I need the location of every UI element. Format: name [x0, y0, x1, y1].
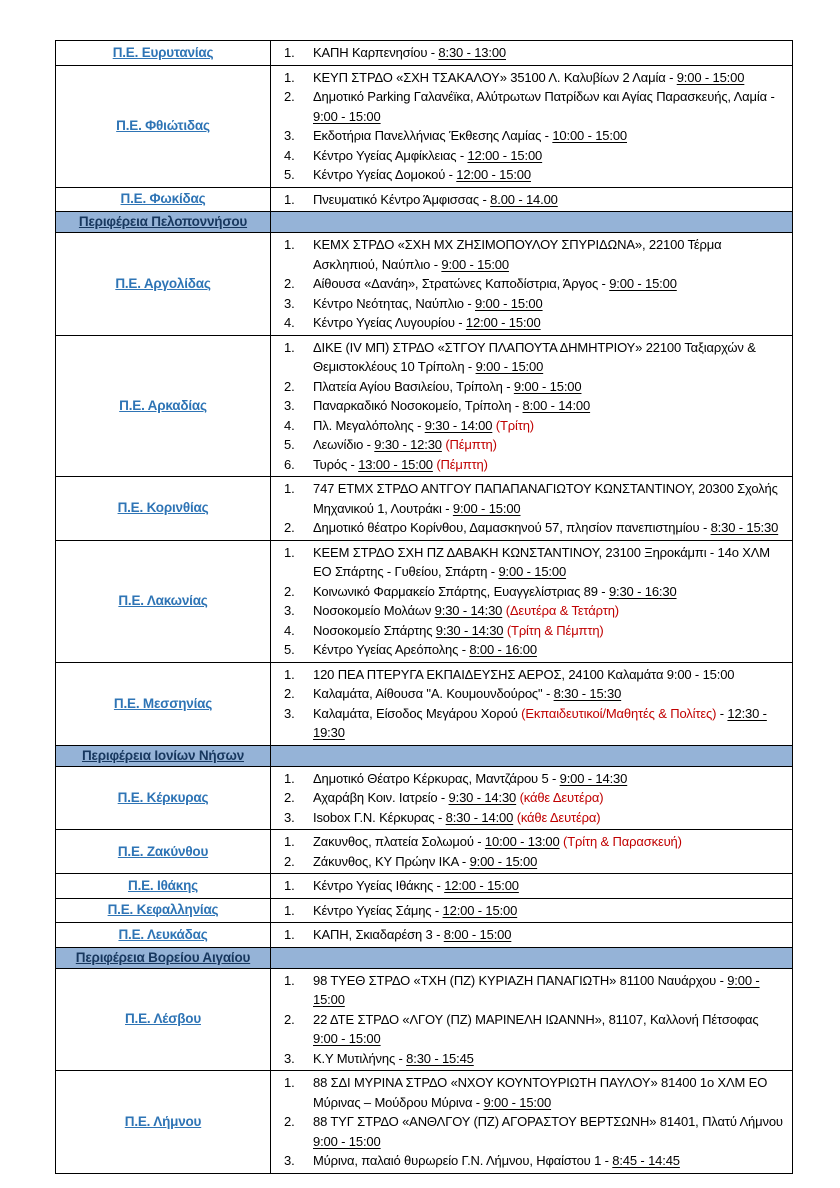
region-section-header-cell [56, 947, 271, 968]
schedule-item [271, 852, 786, 872]
schedule-item [271, 455, 786, 475]
item-location-text: Δημοτικό Θέατρο Κέρκυρας, Μαντζάρου 5 - [313, 770, 560, 786]
item-location-text: Καλαμάτα, Αίθουσα "Α. Κουμουνδούρος" - [313, 686, 554, 701]
unit-label: Π.Ε. Λευκάδας [118, 926, 208, 942]
schedule-item [271, 435, 786, 455]
region-section-header-cell [56, 212, 271, 233]
schedule-item [271, 43, 786, 63]
item-number: 4. [284, 315, 295, 330]
unit-row [56, 335, 793, 477]
schedule-item [271, 396, 786, 416]
item-hours: 9:30 - 12:30 [374, 437, 442, 452]
unit-label-cell [56, 766, 271, 830]
schedule-item [271, 808, 786, 828]
item-number: 3. [284, 1050, 295, 1066]
item-location-text: ΚΕΥΠ ΣΤΡΔΟ «ΣΧΗ ΤΣΑΚΑΛΟΥ» 35100 Λ. Καλυβίων 2 Λαμία - [313, 69, 677, 85]
item-hours: 8.00 - 14.00 [490, 191, 558, 207]
region-section-spacer-cell [271, 745, 793, 766]
schedule-item [271, 190, 786, 210]
region-section-label: Περιφέρεια Πελοποννήσου [78, 214, 248, 229]
item-location-text: 120 ΠΕΑ ΠΤΕΡΥΓΑ ΕΚΠΑΙΔΕΥΣΗΣ ΑΕΡΟΣ, 24100 Καλαμάτα 9:00 - 15:00 [313, 666, 735, 682]
item-location-text: Εκδοτήρια Πανελλήνιας Έκθεσης Λαμίας - [313, 128, 553, 143]
item-hours: 8:30 - 15:45 [406, 1050, 474, 1066]
item-hours: 8:30 - 15:30 [710, 520, 779, 535]
schedule-item [271, 769, 786, 789]
item-location-text: Νοσοκομείο Μολάων [313, 603, 435, 618]
schedule-item [271, 1049, 786, 1069]
item-location-text: Τυρός - [313, 456, 359, 472]
item-hours: 9:00 - 15:00 [475, 295, 543, 311]
item-location-text: Κέντρο Υγείας Αρεόπολης - [313, 642, 470, 657]
schedule-item [271, 971, 786, 1010]
item-number: 4. [284, 417, 295, 433]
schedule-item [271, 518, 786, 538]
unit-row [56, 662, 793, 745]
item-location-text: - [716, 705, 728, 721]
item-location-text: Πνευματικό Κέντρο Άμφισσας - [313, 191, 491, 207]
schedule-item [271, 274, 786, 294]
schedule-item [271, 235, 786, 274]
item-hours: 9:00 - 15:00 [469, 853, 538, 869]
schedule-item [271, 479, 786, 518]
item-hours: 9:00 - 15:00 [313, 972, 760, 1007]
item-number: 2. [284, 378, 295, 394]
item-location-text: ΚΑΠΗ, Σκιαδαρέση 3 - [313, 927, 444, 942]
item-hours: 12:00 - 15:00 [442, 902, 518, 918]
item-hours: 10:00 - 15:00 [552, 128, 627, 143]
schedule-item [271, 901, 786, 921]
item-hours: 8:00 - 14:00 [522, 398, 591, 413]
schedule-item [271, 416, 786, 436]
schedule-item [271, 601, 786, 621]
item-location-text: ΚΕΜΧ ΣΤΡΔΟ «ΣΧΗ ΜΧ ΖΗΣΙΜΟΠΟΥΛΟΥ ΣΠΥΡΙΔΩΝΑ», 22100 Τέρμα Ασκληπιού, Ναύπλιο - [313, 237, 722, 272]
item-number: 1. [284, 666, 295, 682]
item-hours: 8:00 - 15:00 [443, 927, 512, 942]
item-location-text: 98 ΤΥΕΘ ΣΤΡΔΟ «ΤΧΗ (ΠΖ) ΚΥΡΙΑΖΗ ΠΑΝΑΓΙΩΤΗ» 81100 Ναυάρχου - [313, 972, 728, 988]
item-number: 6. [284, 456, 295, 472]
unit-label-cell [56, 41, 271, 66]
item-number: 3. [284, 128, 295, 143]
unit-label: Π.Ε. Λέσβου [125, 1011, 201, 1027]
item-hours: 12:30 - 19:30 [313, 705, 767, 740]
schedule-table-body [56, 41, 793, 1174]
item-number: 4. [284, 147, 295, 163]
item-number: 5. [284, 642, 295, 657]
schedule-item [271, 1112, 786, 1151]
item-day-note: (Εκπαιδευτικοί/Μαθητές & Πολίτες) [521, 705, 717, 721]
item-location-text: Ζάκυνθος, ΚΥ Πρώην ΙΚΑ - [313, 853, 470, 869]
item-location-text: 88 ΣΔΙ ΜΥΡΙΝΑ ΣΤΡΔΟ «ΝΧΟΥ ΚΟΥΝΤΟΥΡΙΩΤΗ ΠΑΥΛΟΥ» 81400 1ο ΧΛΜ ΕΟ Μύρινας – Μούδρου Μύρινα - [313, 1075, 768, 1110]
item-day-note: (κάθε Δευτέρα) [516, 809, 601, 825]
unit-items-cell [271, 65, 793, 187]
item-number: 2. [284, 583, 295, 599]
item-hours: 8:00 - 16:00 [469, 642, 537, 657]
schedule-item [271, 788, 786, 808]
unit-items-cell [271, 874, 793, 899]
unit-row [56, 233, 793, 336]
schedule-item [271, 925, 786, 945]
item-number: 4. [284, 622, 295, 638]
item-number: 1. [284, 902, 295, 918]
item-number: 2. [284, 790, 295, 805]
unit-label-cell [56, 968, 271, 1071]
unit-row [56, 898, 793, 923]
region-section-row [56, 745, 793, 766]
region-section-label: Περιφέρεια Ιονίων Νήσων [81, 747, 245, 763]
item-location-text: 88 ΤΥΓ ΣΤΡΔΟ «ΑΝΘΛΓΟΥ (ΠΖ) ΑΓΟΡΑΣΤΟΥ ΒΕΡΤΣΩΝΗ» 81401, Πλατύ Λήμνου [313, 1114, 783, 1129]
schedule-item [271, 640, 786, 660]
item-number: 1. [284, 770, 295, 786]
unit-items-cell [271, 968, 793, 1071]
unit-label: Π.Ε. Φθιώτιδας [116, 118, 210, 133]
item-number: 1. [284, 927, 295, 942]
item-location-text: Λεωνίδιο - [313, 437, 375, 452]
schedule-item [271, 1151, 786, 1171]
schedule-item [271, 684, 786, 704]
item-hours: 9:00 - 15:00 [452, 500, 521, 516]
region-section-row [56, 212, 793, 233]
item-location-text: Παναρκαδικό Νοσοκομείο, Τρίπολη - [313, 398, 523, 413]
unit-label: Π.Ε. Ιθάκης [128, 877, 198, 893]
schedule-table [55, 40, 793, 1174]
unit-label-cell [56, 874, 271, 899]
item-hours: 8:30 - 15:30 [553, 686, 622, 701]
item-hours: 9:00 - 15:00 [483, 1094, 552, 1110]
schedule-item [271, 146, 786, 166]
item-number: 3. [284, 295, 295, 311]
item-location-text: 747 ΕΤΜΧ ΣΤΡΔΟ ΑΝΤΓΟΥ ΠΑΠΑΠΑΝΑΓΙΩΤΟΥ ΚΩΝΣΤΑΝΤΙΝΟΥ, 20300 Σχολής Μηχανικού 1, Λουτράκι - [313, 481, 778, 516]
item-location-text: Κοινωνικό Φαρμακείο Σπάρτης, Ευαγγελίστριας 89 - [313, 583, 609, 599]
unit-items-cell [271, 477, 793, 541]
unit-label-cell [56, 233, 271, 336]
schedule-item [271, 87, 786, 126]
unit-items-cell [271, 335, 793, 477]
unit-items-cell [271, 187, 793, 212]
unit-label: Π.Ε. Ζακύνθου [117, 843, 209, 859]
item-location-text: Κέντρο Υγείας Αμφίκλειας - [313, 147, 468, 163]
unit-row [56, 830, 793, 874]
item-number: 2. [284, 89, 295, 104]
item-hours: 13:00 - 15:00 [358, 456, 433, 472]
unit-row [56, 874, 793, 899]
item-day-note: (Πέμπτη) [445, 437, 497, 452]
unit-items-cell [271, 233, 793, 336]
item-location-text: ΚΑΠΗ Καρπενησίου - [313, 45, 439, 60]
unit-label-cell [56, 830, 271, 874]
item-hours: 9:30 - 14:30 [434, 603, 503, 618]
unit-label-cell [56, 662, 271, 745]
unit-items-cell [271, 1071, 793, 1174]
unit-row [56, 968, 793, 1071]
unit-label-cell [56, 1071, 271, 1174]
item-number: 3. [284, 705, 295, 721]
unit-items-cell [271, 41, 793, 66]
item-hours: 8:30 - 14:00 [445, 809, 514, 825]
unit-label-cell [56, 187, 271, 212]
unit-label-cell [56, 335, 271, 477]
item-location-text: Αχαράβη Κοιν. Ιατρείο - [313, 790, 449, 805]
schedule-item [271, 665, 786, 685]
item-hours: 12:00 - 15:00 [467, 147, 543, 163]
unit-label: Π.Ε. Αργολίδας [115, 275, 211, 291]
unit-items-cell [271, 923, 793, 948]
schedule-item [271, 1073, 786, 1112]
item-hours: 9:00 - 15:00 [475, 359, 544, 374]
item-hours: 9:00 - 14:30 [559, 770, 628, 786]
item-number: 1. [284, 45, 295, 60]
item-number: 1. [284, 339, 295, 355]
schedule-item [271, 68, 786, 88]
unit-label-cell [56, 898, 271, 923]
item-hours: 9:30 - 16:30 [608, 583, 677, 599]
item-day-note: (Δευτέρα & Τετάρτη) [505, 603, 619, 618]
item-number: 1. [284, 834, 295, 849]
unit-label-cell [56, 540, 271, 662]
item-number: 1. [284, 544, 295, 560]
item-hours: 9:00 - 15:00 [498, 564, 567, 579]
item-number: 1. [284, 237, 295, 252]
item-number: 1. [284, 481, 295, 496]
item-hours: 9:00 - 15:00 [513, 378, 582, 394]
schedule-item [271, 1010, 786, 1049]
item-location-text: Κ.Υ Μυτιλήνης - [313, 1050, 407, 1066]
item-number: 2. [284, 1011, 295, 1027]
region-section-row [56, 947, 793, 968]
item-number: 1. [284, 191, 295, 207]
item-number: 2. [284, 520, 295, 535]
item-hours: 10:00 - 13:00 [484, 834, 560, 849]
item-number: 5. [284, 437, 295, 452]
item-location-text: Καλαμάτα, Είσοδος Μεγάρου Χορού [313, 705, 522, 721]
item-location-text: ΔΙΚΕ (ΙV ΜΠ) ΣΤΡΔΟ «ΣΤΓΟΥ ΠΛΑΠΟΥΤΑ ΔΗΜΗΤΡΙΟΥ» 22100 Ταξιαρχών & Θεμιστοκλέους 10 Τρίπολη - [313, 339, 756, 374]
item-hours: 9:30 - 14:00 [424, 417, 493, 433]
item-number: 3. [284, 603, 295, 618]
item-location-text: Δημοτικό θέατρο Κορίνθου, Δαμασκηνού 57, πλησίον πανεπιστημίου - [313, 520, 711, 535]
unit-label: Π.Ε. Κέρκυρας [117, 789, 209, 805]
item-hours: 9:00 - 15:00 [609, 276, 677, 291]
item-location-text: Δημοτικό Parking Γαλανέϊκα, Αλύτρωτων Πατρίδων και Αγίας Παρασκευής, Λαμία - [313, 89, 775, 104]
schedule-item [271, 165, 786, 185]
item-location-text: 22 ΔΤΕ ΣΤΡΔΟ «ΛΓΟΥ (ΠΖ) ΜΑΡΙΝΕΛΗ ΙΩΑΝΝΗ», 81107, Καλλονή Πέτσοφας [313, 1011, 759, 1027]
schedule-item [271, 126, 786, 146]
schedule-item [271, 543, 786, 582]
item-day-note: (κάθε Δευτέρα) [519, 790, 604, 805]
item-location-text: Κέντρο Υγείας Ιθάκης - [313, 878, 445, 893]
schedule-item [271, 832, 786, 852]
unit-label: Π.Ε. Λήμνου [124, 1113, 202, 1129]
unit-row [56, 923, 793, 948]
schedule-item [271, 377, 786, 397]
item-location-text: ΚΕΕΜ ΣΤΡΔΟ ΣΧΗ ΠΖ ΔΑΒΑΚΗ ΚΩΝΣΤΑΝΤΙΝΟΥ, 23100 Ξηροκάμπι - 14ο ΧΛΜ ΕΟ Σπάρτης - Γυθείου, Σπάρτη - [313, 544, 770, 579]
unit-label: Π.Ε. Λακωνίας [118, 593, 208, 608]
item-number: 3. [284, 398, 295, 413]
item-location-text: Ζακυνθος, πλατεία Σολωμού - [313, 834, 485, 849]
unit-label: Π.Ε. Κεφαλληνίας [107, 902, 219, 918]
item-number: 1. [284, 878, 295, 893]
item-hours: 12:00 - 15:00 [456, 167, 531, 182]
region-section-label: Περιφέρεια Βορείου Αιγαίου [75, 949, 251, 965]
item-number: 1. [284, 69, 295, 85]
item-hours: 9:30 - 14:30 [448, 790, 517, 805]
item-day-note: (Τρίτη & Πέμπτη) [506, 622, 604, 638]
item-hours: 12:00 - 15:00 [444, 878, 519, 893]
unit-row [56, 540, 793, 662]
unit-label: Π.Ε. Αρκαδίας [119, 397, 207, 413]
unit-row [56, 187, 793, 212]
item-hours: 9:00 - 15:00 [313, 1031, 381, 1046]
region-section-spacer-cell [271, 212, 793, 233]
item-hours: 8:30 - 13:00 [438, 45, 507, 60]
unit-items-cell [271, 766, 793, 830]
item-location-text: Αίθουσα «Δανάη», Στρατώνες Καποδίστρια, Άργος - [313, 276, 610, 291]
item-location-text: Μύρινα, παλαιό θυρωρείο Γ.Ν. Λήμνου, Ηφαίστου 1 - [313, 1153, 613, 1168]
unit-label-cell [56, 923, 271, 948]
unit-items-cell [271, 540, 793, 662]
unit-row [56, 1071, 793, 1174]
item-location-text: Κέντρο Νεότητας, Ναύπλιο - [313, 295, 475, 311]
unit-items-cell [271, 898, 793, 923]
unit-label: Π.Ε. Φωκίδας [120, 191, 206, 207]
schedule-item [271, 313, 786, 333]
item-number: 2. [284, 686, 295, 701]
item-location-text: Νοσοκομείο Σπάρτης [313, 622, 436, 638]
schedule-item [271, 294, 786, 314]
region-section-header-cell [56, 745, 271, 766]
unit-row [56, 65, 793, 187]
item-hours: 9:00 - 15:00 [441, 256, 509, 272]
unit-label-cell [56, 65, 271, 187]
item-day-note: (Πέμπτη) [436, 456, 488, 472]
item-location-text: Κέντρο Υγείας Λυγουρίου - [313, 315, 466, 330]
region-section-spacer-cell [271, 947, 793, 968]
schedule-item [271, 621, 786, 641]
schedule-item [271, 876, 786, 896]
item-hours: 8:45 - 14:45 [612, 1153, 680, 1168]
item-number: 3. [284, 809, 295, 825]
item-number: 3. [284, 1153, 295, 1168]
unit-label-cell [56, 477, 271, 541]
schedule-item [271, 704, 786, 743]
item-number: 2. [284, 276, 295, 291]
unit-items-cell [271, 830, 793, 874]
item-hours: 9:00 - 15:00 [676, 69, 745, 85]
item-hours: 9:00 - 15:00 [313, 108, 381, 124]
item-location-text: Πλ. Μεγαλόπολης - [313, 417, 425, 433]
unit-row [56, 766, 793, 830]
item-location-text: Isobox Γ.Ν. Κέρκυρας - [313, 809, 446, 825]
unit-items-cell [271, 662, 793, 745]
item-location-text: Κέντρο Υγείας Δομοκού - [313, 167, 457, 182]
unit-row [56, 477, 793, 541]
schedule-item [271, 582, 786, 602]
unit-row [56, 41, 793, 66]
item-hours: 9:00 - 15:00 [313, 1133, 381, 1149]
item-number: 2. [284, 1114, 295, 1129]
unit-label: Π.Ε. Μεσσηνίας [113, 695, 213, 711]
item-hours: 9:30 - 14:30 [435, 622, 504, 638]
unit-label: Π.Ε. Κορινθίας [117, 500, 209, 516]
item-number: 2. [284, 853, 295, 869]
item-location-text: Κέντρο Υγείας Σάμης - [313, 902, 443, 918]
schedule-item [271, 338, 786, 377]
item-hours: 12:00 - 15:00 [465, 315, 541, 330]
item-day-note: (Τρίτη) [495, 417, 534, 433]
item-number: 5. [284, 167, 295, 182]
item-location-text: Πλατεία Αγίου Βασιλείου, Τρίπολη - [313, 378, 514, 394]
item-day-note: (Τρίτη & Παρασκευή) [563, 834, 682, 849]
item-number: 1. [284, 1075, 295, 1090]
unit-label: Π.Ε. Ευρυτανίας [112, 44, 214, 60]
item-number: 1. [284, 972, 295, 988]
